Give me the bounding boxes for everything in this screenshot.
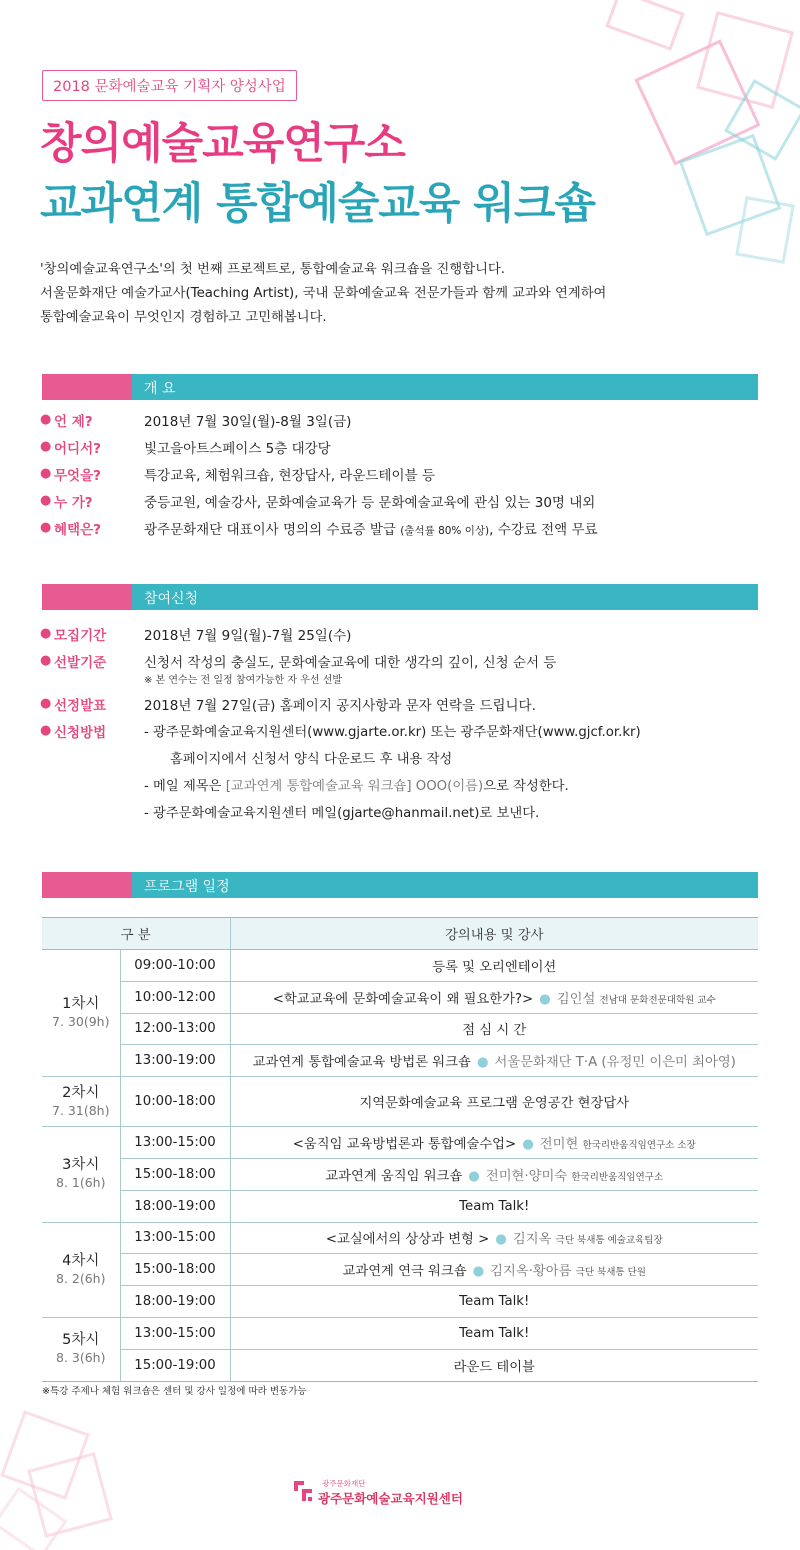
table-row [42, 1222, 758, 1254]
row-key: 혜택은? [54, 522, 101, 538]
content-cell: 지역문화예술교육 프로그램 운영공간 현장답사 [230, 1077, 758, 1127]
bullet-icon: ● [40, 723, 52, 738]
time-cell: 09:00-10:00 [120, 950, 230, 982]
bullet-icon: ● [40, 520, 52, 535]
session-cell: 3차시 8. 1(6h) [42, 1127, 120, 1222]
row-key: 무엇을? [54, 468, 101, 484]
dot-icon: ● [468, 1168, 480, 1184]
page-subtitle: 교과연계 통합예술교육 워크숍 [40, 179, 595, 229]
table-row [42, 1077, 758, 1127]
apply-row-announce [40, 694, 760, 720]
row-value: 2018년 7월 27일(금) 홈페이지 공지사항과 문자 연락을 드립니다. [144, 698, 536, 714]
dot-icon: ● [472, 1264, 485, 1280]
table-row [42, 950, 758, 982]
time-cell: 15:00-19:00 [120, 1349, 230, 1381]
content-cell: 등록 및 오리엔테이션 [230, 950, 758, 982]
project-tag: 2018 문화예술교육 기획자 양성사업 [42, 70, 297, 101]
content-cell: <학교교육에 문화예술교육이 왜 필요한가?> ● 김인설 전남대 문화전문대학원 교수 [230, 981, 758, 1013]
content-cell: 교과연계 움직임 워크숍 ● 전미현·양미숙 한국리반움직임연구소 [230, 1158, 758, 1190]
org-parent-name: 광주문화재단 [322, 1479, 366, 1488]
overview-row-benefit [40, 518, 760, 544]
table-row [42, 1286, 758, 1318]
time-cell: 13:00-15:00 [120, 1317, 230, 1349]
time-cell: 13:00-19:00 [120, 1045, 230, 1077]
logo-mark-icon [292, 1477, 314, 1507]
content-cell: 라운드 테이블 [230, 1349, 758, 1381]
content-cell: Team Talk! [230, 1286, 758, 1318]
content-cell: <교실에서의 상상과 변형 > ● 김지옥 극단 북새통 예술교육팀장 [230, 1222, 758, 1254]
method-line: - 광주문화예술교육지원센터(www.gjarte.or.kr) 또는 광주문화재단(www.gjcf.or.kr) [144, 725, 641, 740]
content-cell: 교과연계 연극 워크숍 ● 김지옥·황아름 극단 북새통 단원 [230, 1254, 758, 1286]
column-header-content: 강의내용 및 강사 [230, 918, 758, 950]
intro-line: 통합예술교육이 무엇인지 경험하고 고민해봅니다. [40, 310, 327, 325]
row-value: 특강교육, 체험워크숍, 현장답사, 라운드테이블 등 [144, 468, 435, 484]
column-header-session: 구 분 [42, 918, 230, 950]
session-cell: 1차시 7. 30(9h) [42, 950, 120, 1077]
table-row [42, 981, 758, 1013]
row-value: 2018년 7월 9일(월)-7월 25일(수) [144, 628, 352, 644]
overview-row-what [40, 464, 760, 490]
table-row [42, 1045, 758, 1077]
content-cell: Team Talk! [230, 1317, 758, 1349]
bullet-icon: ● [40, 626, 52, 641]
row-value: 2018년 7월 30일(월)-8월 3일(금) [144, 414, 352, 430]
table-row [42, 1158, 758, 1190]
time-cell: 18:00-19:00 [120, 1190, 230, 1222]
section-title: 개 요 [144, 381, 176, 397]
criteria-note: ※ 본 연수는 전 일정 참여가능한 자 우선 선발 [144, 675, 343, 686]
row-value: 신청서 작성의 충실도, 문화예술교육에 대한 생각의 깊이, 신청 순서 등 [144, 655, 557, 671]
intro-text [40, 258, 740, 330]
method-line: - 메일 제목은 [교과연계 통합예술교육 워크숍] OOO(이름)으로 작성한다. [144, 779, 569, 794]
table-row [42, 1190, 758, 1222]
session-cell: 2차시 7. 31(8h) [42, 1077, 120, 1127]
dot-icon: ● [476, 1055, 489, 1071]
section-header-schedule [42, 872, 758, 898]
table-row [42, 1254, 758, 1286]
row-key: 언 제? [54, 414, 93, 430]
table-header-row [42, 918, 758, 950]
row-key: 모집기간 [54, 628, 107, 644]
content-cell: <움직임 교육방법론과 통합예술수업> ● 전미현 한국리반움직임연구소 소장 [230, 1127, 758, 1159]
time-cell: 15:00-18:00 [120, 1158, 230, 1190]
time-cell: 18:00-19:00 [120, 1286, 230, 1318]
schedule-footnote: ※특강 주제나 체험 워크숍은 센터 및 강사 일정에 따라 변동가능 [42, 1386, 307, 1397]
table-row [42, 1317, 758, 1349]
row-key: 어디서? [54, 441, 101, 457]
method-line: - 광주문화예술교육지원센터 메일(gjarte@hanmail.net)로 보낸다. [144, 806, 540, 821]
intro-line: 서울문화재단 예술가교사(Teaching Artist), 국내 문화예술교육 전문가들과 함께 교과와 연계하여 [40, 286, 607, 301]
section-title: 프로그램 일정 [144, 879, 230, 895]
session-cell: 5차시 8. 3(6h) [42, 1317, 120, 1381]
row-key: 선정발표 [54, 698, 107, 714]
time-cell: 13:00-15:00 [120, 1127, 230, 1159]
section-header-overview [42, 374, 758, 400]
overview-row-who [40, 491, 760, 517]
row-key: 신청방법 [54, 725, 107, 741]
row-key: 누 가? [54, 495, 93, 511]
apply-row-period [40, 624, 760, 650]
table-row [42, 1349, 758, 1381]
time-cell: 13:00-15:00 [120, 1222, 230, 1254]
bullet-icon: ● [40, 412, 52, 427]
time-cell: 12:00-13:00 [120, 1013, 230, 1045]
page-title: 창의예술교육연구소 [40, 119, 405, 169]
time-cell: 15:00-18:00 [120, 1254, 230, 1286]
bullet-icon: ● [40, 439, 52, 454]
bullet-icon: ● [40, 493, 52, 508]
intro-line: '창의예술교육연구소'의 첫 번째 프로젝트로, 통합예술교육 워크숍을 진행합니다. [40, 262, 506, 277]
content-cell: 교과연계 통합예술교육 방법론 워크숍 ● 서울문화재단 T·A (유정민 이은미 최아영) [230, 1045, 758, 1077]
dot-icon: ● [539, 991, 551, 1007]
row-key: 선발기준 [54, 655, 107, 671]
content-cell: 점 심 시 간 [230, 1013, 758, 1045]
time-cell: 10:00-12:00 [120, 981, 230, 1013]
content-cell: Team Talk! [230, 1190, 758, 1222]
org-logo [292, 1475, 522, 1515]
time-cell: 10:00-18:00 [120, 1077, 230, 1127]
schedule-table [42, 917, 758, 1382]
section-title: 참여신청 [144, 591, 199, 607]
row-value: 빛고을아트스페이스 5층 대강당 [144, 441, 331, 457]
bullet-icon: ● [40, 466, 52, 481]
row-value: 중등교원, 예술강사, 문화예술교육가 등 문화예술교육에 관심 있는 30명 내외 [144, 495, 596, 511]
org-name: 광주문화예술교육지원센터 [318, 1491, 463, 1506]
dot-icon: ● [495, 1232, 507, 1248]
overview-row-when [40, 410, 760, 436]
method-line: 홈페이지에서 신청서 양식 다운로드 후 내용 작성 [170, 752, 453, 767]
dot-icon: ● [522, 1137, 534, 1153]
row-value: 광주문화재단 대표이사 명의의 수료증 발급 (출석률 80% 이상), 수강료 전액 무료 [144, 522, 598, 538]
bullet-icon: ● [40, 653, 52, 668]
table-row [42, 1013, 758, 1045]
bullet-icon: ● [40, 696, 52, 711]
overview-row-where [40, 437, 760, 463]
table-row [42, 1127, 758, 1159]
session-cell: 4차시 8. 2(6h) [42, 1222, 120, 1317]
section-header-apply [42, 584, 758, 610]
